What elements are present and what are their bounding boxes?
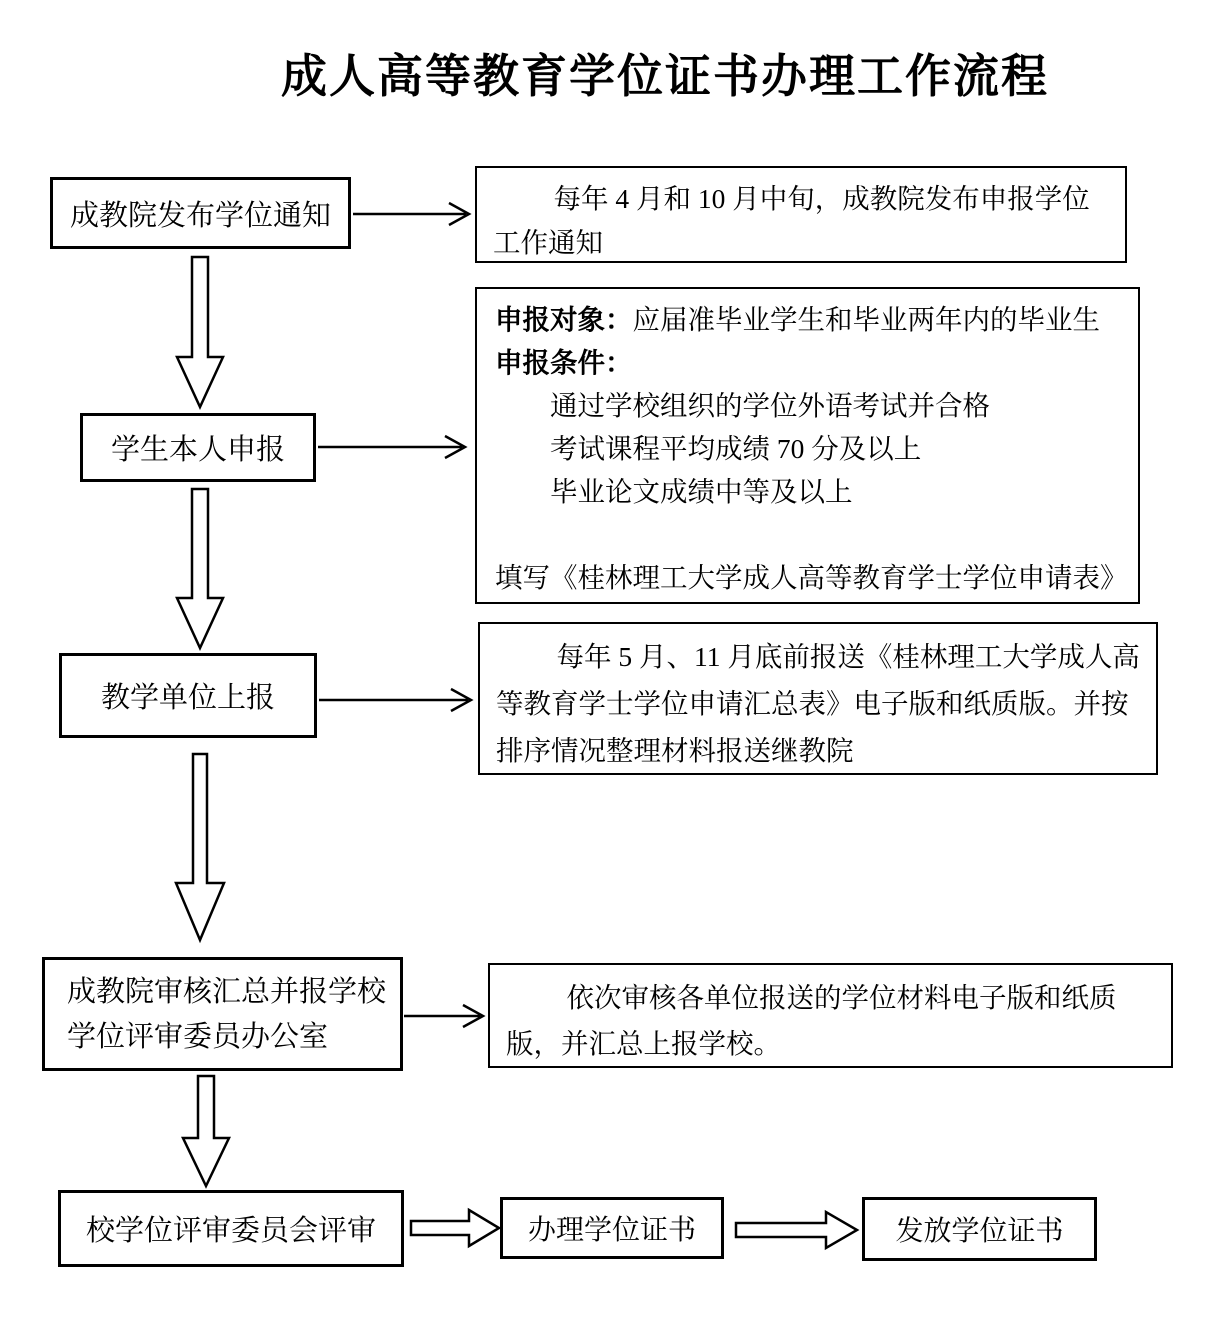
right-arrow-process-issue-icon bbox=[736, 1212, 857, 1248]
note-apply-target-value: 应届准毕业学生和毕业两年内的毕业生 bbox=[632, 304, 1100, 335]
note-apply-conditions-label: 申报条件： bbox=[495, 347, 633, 378]
note-apply-target-line bbox=[495, 298, 1126, 341]
down-arrow-notice-apply-icon bbox=[177, 257, 223, 407]
step-label-review-line2: 学位评审委员办公室 bbox=[67, 1021, 329, 1053]
note-box-notice bbox=[475, 166, 1127, 263]
note-report-text: 每年 5 月、11 月底前报送《桂林理工大学成人高等教育学士学位申请汇总表》电子版和纸质版。并按排序情况整理材料报送继教院 bbox=[496, 641, 1140, 766]
step-label-process-certificate: 办理学位证书 bbox=[527, 1215, 696, 1246]
step-label-report: 教学单位上报 bbox=[100, 682, 275, 714]
step-box-review bbox=[42, 957, 403, 1071]
note-review-text: 依次审核各单位报送的学位材料电子版和纸质版，并汇总上报学校。 bbox=[506, 982, 1117, 1059]
note-box-review bbox=[488, 963, 1173, 1068]
down-arrow-apply-report-icon bbox=[177, 489, 223, 648]
step-box-notice bbox=[50, 177, 351, 249]
step-box-issue-certificate bbox=[862, 1197, 1097, 1261]
note-apply-condition-1: 通过学校组织的学位外语考试并合格 bbox=[550, 390, 990, 421]
arrow-apply-to-note-icon bbox=[318, 436, 465, 458]
step-label-review bbox=[45, 960, 386, 1060]
arrow-notice-to-note-icon bbox=[353, 203, 469, 225]
step-box-apply bbox=[80, 413, 316, 482]
note-apply-footer: 填写《桂林理工大学成人高等教育学士学位申请表》 bbox=[495, 562, 1128, 593]
step-label-notice: 成教院发布学位通知 bbox=[69, 199, 331, 232]
note-apply-condition-2: 考试课程平均成绩 70 分及以上 bbox=[550, 433, 922, 464]
step-box-committee bbox=[58, 1190, 404, 1267]
step-label-apply: 学生本人申报 bbox=[110, 434, 285, 466]
arrow-review-to-note-icon bbox=[404, 1005, 483, 1027]
note-apply-blank-line bbox=[495, 513, 1126, 556]
note-notice-text: 每年 4 月和 10 月中旬，成教院发布申报学位工作通知 bbox=[493, 183, 1090, 258]
step-label-issue-certificate: 发放学位证书 bbox=[895, 1216, 1064, 1247]
down-arrow-review-committee-icon bbox=[183, 1076, 229, 1186]
note-apply-condition-3: 毕业论文成绩中等及以上 bbox=[550, 476, 853, 507]
note-box-apply bbox=[475, 287, 1140, 604]
arrow-report-to-note-icon bbox=[319, 689, 471, 711]
right-arrow-committee-process-icon bbox=[411, 1210, 499, 1246]
step-box-process-certificate bbox=[500, 1197, 724, 1259]
step-label-review-line1: 成教院审核汇总并报学校 bbox=[67, 976, 387, 1008]
step-label-committee: 校学位评审委员会评审 bbox=[85, 1215, 376, 1247]
note-box-report bbox=[478, 622, 1158, 775]
step-box-report bbox=[59, 653, 317, 738]
page-title: 成人高等教育学位证书办理工作流程 bbox=[281, 51, 1049, 102]
down-arrow-report-review-icon bbox=[176, 754, 224, 940]
note-apply-target-label: 申报对象： bbox=[495, 304, 633, 335]
